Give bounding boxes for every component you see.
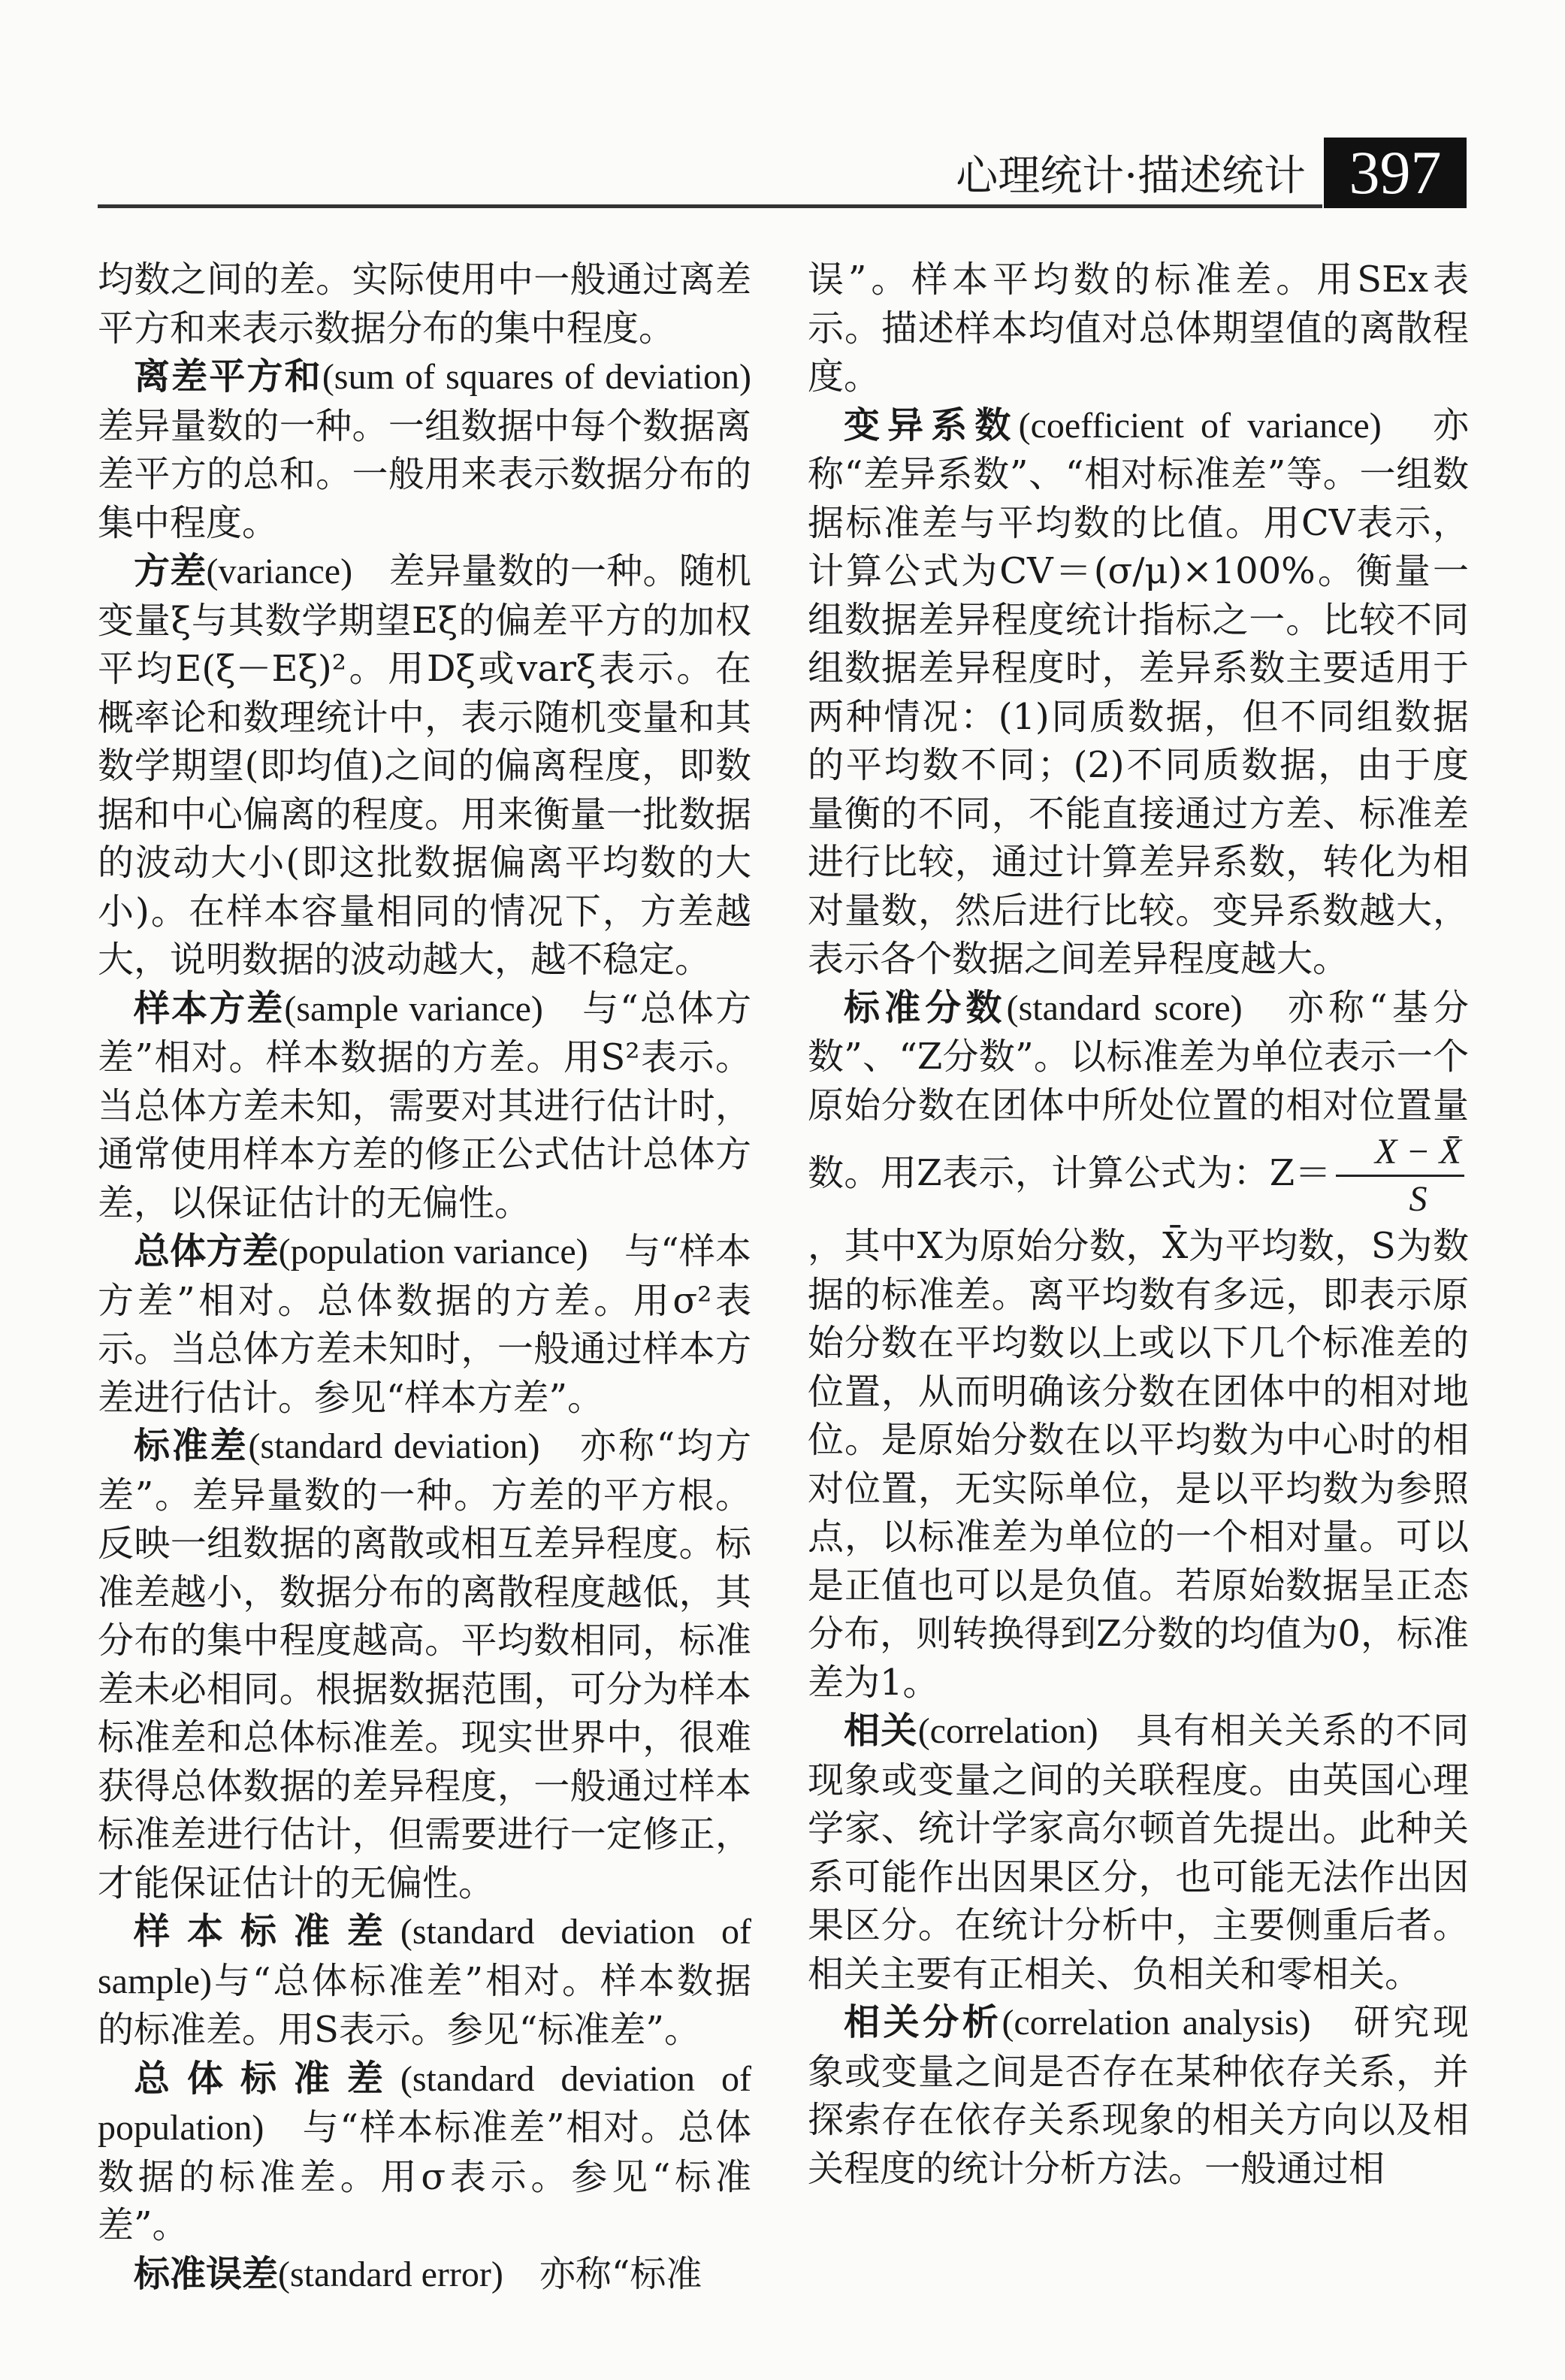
entry-sample-sd <box>98 1907 751 2055</box>
z-score-formula <box>1336 1130 1464 1222</box>
entry-body: 与“样本方差”相对。总体数据的方差。用σ²表示。当总体方差未知时，一般通过样本方差进行估计。参见“样本方差”。 <box>98 1230 751 1419</box>
entry-term: 标准分数 <box>844 986 1007 1029</box>
entry-body: 与“总体方差”相对。样本数据的方差。用S²表示。当总体方差未知，需要对其进行估计时，通常使用样本方差的修正公式估计总体方差，以保证估计的无偏性。 <box>98 987 751 1224</box>
entry-population-sd <box>98 2055 751 2250</box>
page-number: 397 <box>1324 138 1467 208</box>
entry-english: (sample variance) <box>284 988 543 1029</box>
entry-english: (sum of squares of deviation) <box>322 357 751 397</box>
entry-term: 样本方差 <box>134 987 285 1030</box>
continuation-text: 均数之间的差。实际使用中一般通过离差平方和来表示数据分布的集中程度。 <box>98 259 751 349</box>
entry-body: 研究现象或变量之间是否存在某种依存关系，并探索存在依存关系现象的相关方向以及相关程度的统计分析方法。一般通过相 <box>808 2001 1469 2190</box>
entry-term: 离差平方和 <box>134 355 322 398</box>
entry-english: (coefficient of variance) <box>1018 405 1382 446</box>
entry-body: 差异量数的一种。一组数据中每个数据离差平方的总和。一般用来表示数据分布的集中程度。 <box>98 404 751 544</box>
entry-english: (standard deviation of population) <box>98 2058 751 2148</box>
entry-english: (standard error) <box>278 2254 503 2294</box>
entry-term: 相关 <box>844 1710 918 1752</box>
entry-body: 具有相关关系的不同现象或变量之间的关联程度。由英国心理学家、统计学家高尔顿首先提出。此种关系可能作出因果区分，也可能无法作出因果区分。在统计分析中，主要侧重后者。相关主要有正相关、负相关和零相关。 <box>808 1710 1469 1995</box>
entry-body: 亦称“差异系数”、“相对标准差”等。一组数据标准差与平均数的比值。用CV表示，计算公式为CV＝(σ/μ)×100%。衡量一组数据差异程度统计指标之一。比较不同组数据差异程度时，差异系数主要适用于两种情况：(1)同质数据，但不同组数据的平均数不同；(2)不同质数据，由于度量衡的不同，不能直接通过方差、标准差进行比较，通过计算差异系数，转化为相对量数，然后进行比较。变异系数越大，表示各个数据之间差异程度越大。 <box>808 404 1469 980</box>
entry-body: 与“总体标准差”相对。样本数据的标准差。用S表示。参见“标准差”。 <box>98 1959 751 2051</box>
entry-term: 总体标准差 <box>134 2057 400 2100</box>
entry-standard-score <box>808 984 1469 1707</box>
entry-sum-of-squares <box>98 352 751 547</box>
entry-variance <box>98 547 751 984</box>
entry-english: (standard deviation) <box>248 1426 540 1466</box>
continuation-text: 误”。样本平均数的标准差。用SEx表示。描述样本均值对总体期望值的离散程度。 <box>808 259 1469 398</box>
entry-body: 与“样本标准差”相对。总体数据的标准差。用σ表示。参见“标准差”。 <box>98 2106 751 2246</box>
formula-denominator: S <box>1409 1179 1428 1219</box>
entry-body: 亦称“基分数”、“Z分数”。以标准差为单位表示一个原始分数在团体中所处位置的相对位置量数。用Z表示，计算公式为：Z＝ <box>808 986 1469 1194</box>
entry-english: (standard deviation of sample) <box>98 1912 751 2001</box>
entry-english: (population variance) <box>278 1232 588 1272</box>
right-column <box>808 256 1469 2193</box>
entry-body: 亦称“标准 <box>503 2252 702 2295</box>
entry-english: (standard score) <box>1006 987 1243 1028</box>
entry-standard-deviation <box>98 1422 751 1907</box>
entry-term: 变异系数 <box>844 404 1019 446</box>
entry-term: 总体方差 <box>134 1230 279 1272</box>
running-header-title: 心理统计·描述统计 <box>956 152 1306 201</box>
entry-body: 差异量数的一种。随机变量ξ与其数学期望Eξ的偏差平方的加权平均E(ξ－Eξ)²。用Dξ或varξ表示。在概率论和数理统计中，表示随机变量和其数学期望(即均值)之间的偏离程度，即数据和中心偏离的程度。用来衡量一批数据的波动大小(即这批数据偏离平均数的大小)。在样本容量相同的情况下，方差越大，说明数据的波动越大，越不稳定。 <box>98 550 751 981</box>
entry-correlation <box>808 1707 1469 1998</box>
entry-population-variance <box>98 1227 751 1422</box>
entry-term: 方差 <box>134 550 207 592</box>
left-column <box>98 256 751 2299</box>
header-rule <box>98 204 1322 208</box>
entry-body: 亦称“均方差”。差异量数的一种。方差的平方根。反映一组数据的离散或相互差异程度。标准差越小，数据分布的离散程度越低，其分布的集中程度越高。平均数相同，标准差未必相同。根据数据范围，可分为样本标准差和总体标准差。现实世界中，很难获得总体数据的差异程度，一般通过样本标准差进行估计，但需要进行一定修正，才能保证估计的无偏性。 <box>98 1425 751 1904</box>
entry-term: 标准误差 <box>134 2252 279 2295</box>
entry-english: (correlation analysis) <box>1002 2003 1311 2043</box>
entry-term: 相关分析 <box>844 2001 1002 2043</box>
entry-body: ，其中X为原始分数，X̄为平均数，S为数据的标准差。离平均数有多远，即表示原始分数在平均数以上或以下几个标准差的位置，从而明确该分数在团体中的相对地位。是原始分数在以平均数为中心时的相对位置，无实际单位，是以平均数为参照点，以标准差为单位的一个相对量。可以是正值也可以是负值。若原始数据呈正态分布，则转换得到Z分数的均值为0，标准差为1。 <box>808 1225 1469 1704</box>
entry-coefficient-of-variance <box>808 401 1469 984</box>
entry-sample-variance <box>98 984 751 1228</box>
entry-correlation-analysis <box>808 1998 1469 2193</box>
entry-standard-error <box>98 2250 751 2300</box>
entry-english: (correlation) <box>917 1711 1098 1751</box>
entry-term: 标准差 <box>134 1425 249 1467</box>
formula-numerator: X − X̄ <box>1336 1130 1464 1177</box>
entry-english: (variance) <box>206 552 353 591</box>
entry-term: 样本标准差 <box>134 1910 400 1952</box>
